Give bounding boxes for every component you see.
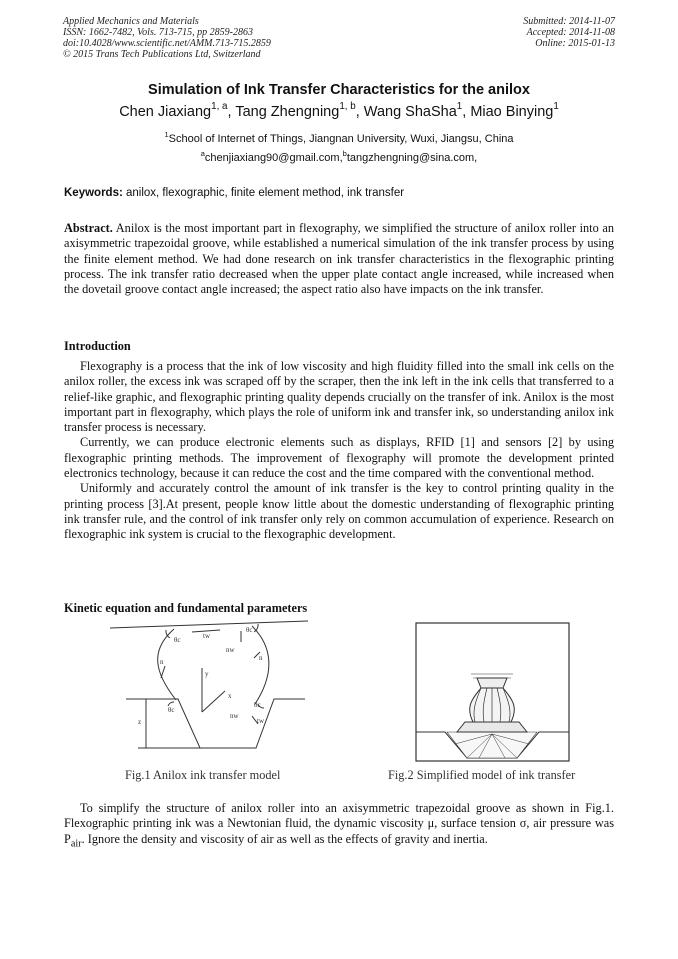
author-name: Chen Jiaxiang — [119, 104, 212, 120]
angle-arc-top-right — [254, 624, 258, 632]
affiliation-mark: 1 — [164, 130, 169, 140]
normal-left-label: n — [160, 658, 164, 666]
paragraph-text: . Ignore the density and viscosity of air as well as the effects of gravity and inertia. — [81, 831, 488, 846]
figure-1-diagram — [108, 620, 313, 755]
subscript-air: air — [70, 838, 82, 850]
paragraph: Uniformly and accurately control the amount of ink transfer is the key to control printing quality in the printing process [3].At present, people know little about the domestic understanding of flexographic printing ink transfer rule, and the control of ink transfer only rely on common accumulation of experience. Research on flexographic ink system is crucial to the flexographic development. — [64, 481, 614, 542]
author-affil-mark: 1, a — [211, 100, 228, 112]
x-axis-label: x — [228, 692, 232, 700]
email-mark-b: b — [342, 149, 347, 159]
keywords-label: Keywords: — [64, 187, 123, 199]
ink-meniscus-right — [252, 626, 269, 704]
affiliation-text: School of Internet of Things, Jiangnan University, Wuxi, Jiangsu, China — [168, 133, 514, 145]
paper-title: Simulation of Ink Transfer Characteristics for the anilox — [148, 82, 530, 98]
abstract-label: Abstract. — [64, 221, 113, 235]
author-name: Wang ShaSha — [363, 104, 457, 120]
author-name: Miao Binying — [470, 104, 554, 120]
dates-header — [523, 16, 615, 49]
figure-1-caption: Fig.1 Anilox ink transfer model — [125, 768, 281, 782]
affiliation — [0, 130, 678, 145]
email-mark-a: a — [200, 149, 205, 159]
author-affil-mark: 1, b — [339, 100, 356, 112]
theta-c-top-right-label: θc — [246, 626, 253, 634]
paragraph-text: To simplify the structure of anilox roller into an axisymmetric trapezoidal groove as shown in Fig.1. Flexographic printing ink was a Newtonian fluid, the dynamic viscosity μ, surface tension σ, air pressure was P — [64, 801, 614, 846]
normal-arrow-left — [161, 666, 165, 678]
theta-c-bottom-left-label: θc — [168, 706, 175, 714]
abstract — [64, 221, 614, 297]
y-axis-label: y — [205, 670, 209, 678]
groove-outline — [126, 699, 305, 748]
keywords-text: anilox, flexographic, finite element method, ink transfer — [122, 187, 405, 199]
paragraph: Currently, we can produce electronic elements such as displays, RFID [1] and sensors [2] by using flexographic printing methods. The improvement of flexography will promote the development printed electronics technology, because it can reduce the cost and the time compared with the conventional method. — [64, 435, 614, 481]
introduction-body — [64, 359, 614, 543]
upper-plate-line — [110, 621, 308, 628]
groove-mesh-region — [447, 732, 537, 758]
author-separator: , — [462, 104, 471, 120]
abstract-text: Anilox is the most important part in flexography, we simplified the structure of anilox roller into an axisymmetric trapezoidal groove, while established a numerical simulation of the ink transfer process by using the finite element method. We had done research on ink transfer characteristics in the flexographic printing process. The ink transfer ratio decreased when the upper plate contact angle increased, while increased when the dovetail groove contact angle increased; the aspect ratio also have impacts on the ink transfer. — [64, 221, 614, 297]
theta-c-bottom-right-label: θc — [254, 701, 261, 709]
keywords — [64, 187, 614, 199]
normal-right-label: n — [259, 654, 263, 662]
x-axis — [202, 691, 225, 712]
ink-cap — [477, 678, 507, 688]
introduction-heading: Introduction — [64, 339, 131, 353]
doi[interactable]: doi:10.4028/www.scientific.net/AMM.713-715.2859 — [63, 38, 271, 49]
kinetic-heading: Kinetic equation and fundamental parameters — [64, 601, 308, 615]
issn: ISSN: 1662-7482, Vols. 713-715, pp 2859-2863 — [63, 27, 253, 38]
email-a[interactable]: chenjiaxiang90@gmail.com, — [204, 152, 343, 164]
t-w-bottom-label: tw — [257, 717, 264, 725]
author-list — [0, 100, 678, 120]
email-line — [0, 149, 678, 164]
author-affil-mark: 1 — [553, 100, 559, 112]
accepted-date: Accepted: 2014-11-08 — [526, 27, 615, 38]
copyright: © 2015 Trans Tech Publications Ltd, Switzerland — [63, 49, 261, 60]
theta-c-top-left-label: θc — [174, 636, 181, 644]
kinetic-body — [64, 801, 614, 851]
depth-z-label: z — [138, 718, 142, 726]
figure-2-caption: Fig.2 Simplified model of ink transfer — [388, 768, 576, 782]
paragraph — [64, 801, 614, 851]
n-w-label: nw — [226, 646, 235, 654]
journal-header — [63, 16, 271, 60]
journal-name: Applied Mechanics and Materials — [63, 16, 199, 27]
author-affil-mark: 1 — [456, 100, 463, 112]
n-w-bottom-label: nw — [230, 712, 239, 720]
ink-base — [457, 722, 527, 732]
author-separator: , — [227, 104, 236, 120]
figure-2-diagram — [415, 622, 570, 762]
paragraph: Flexography is a process that the ink of low viscosity and high fluidity filled into the small ink cells on the anilox roller, the excess ink was scraped off by the scraper, then the ink left in the ink cells that transferred to a relief-like graphic, and flexographic printing quality depends crucially on the transfer of ink. Anilox is the most important part in flexography, which plays the role of uniform ink and transfer ink, so understanding anilox ink transfer process is necessary. — [64, 359, 614, 435]
submitted-date: Submitted: 2014-11-07 — [523, 16, 615, 27]
author-name: Tang Zhengning — [235, 104, 340, 120]
online-date: Online: 2015-01-13 — [535, 38, 615, 49]
t-w-label: tw — [203, 632, 210, 640]
plate-lines — [471, 674, 513, 678]
author-separator: , — [355, 104, 364, 120]
email-b[interactable]: tangzhengning@sina.com, — [346, 152, 478, 164]
